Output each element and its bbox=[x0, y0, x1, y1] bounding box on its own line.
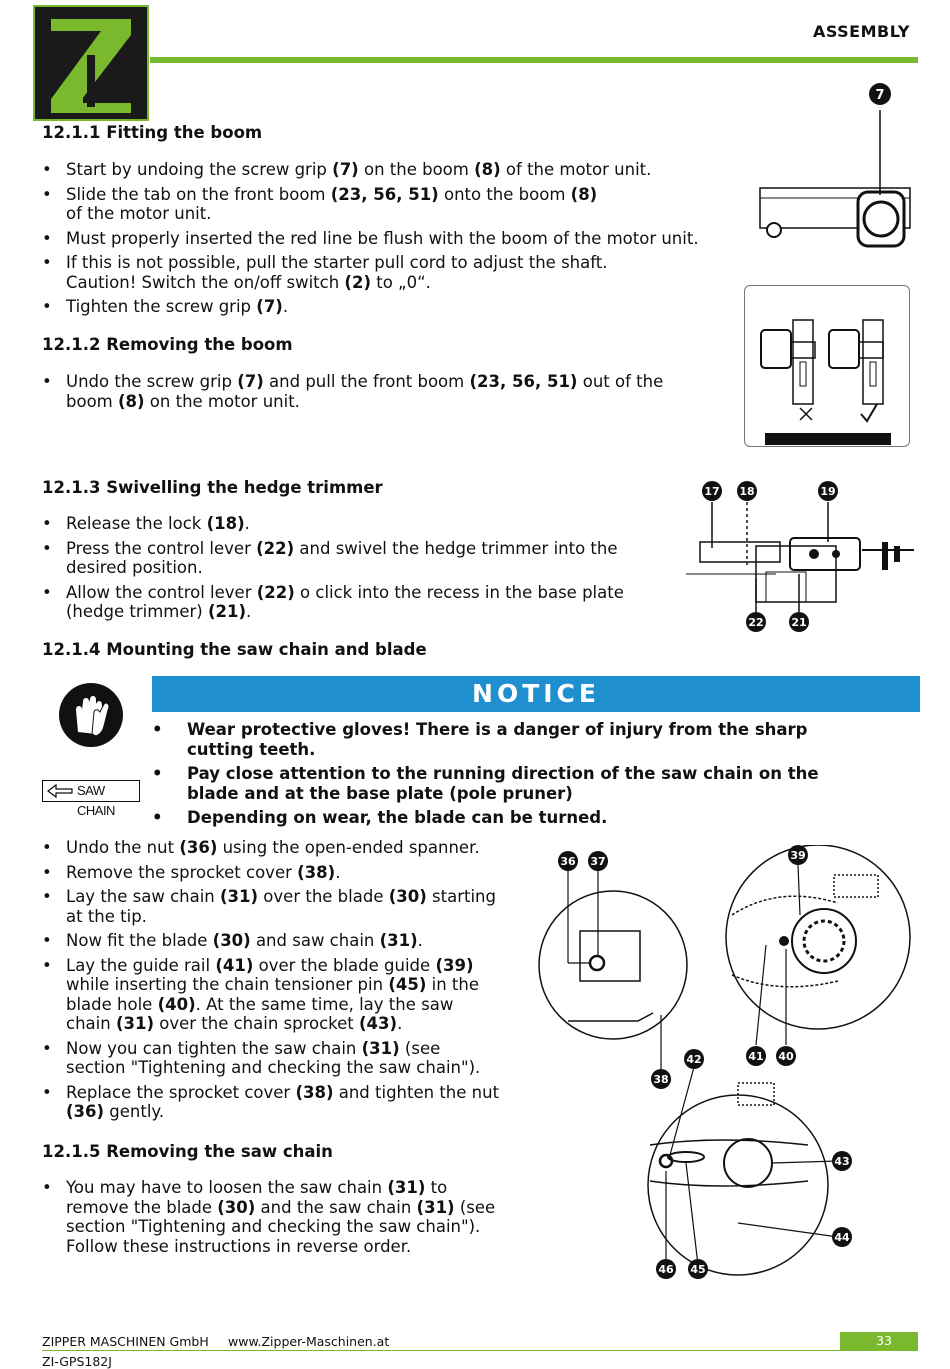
list-item: • Tighten the screw grip (7). bbox=[42, 297, 742, 317]
callout-label: 19 bbox=[820, 485, 836, 498]
list-item: • Start by undoing the screw grip (7) on the boom (8) of the motor unit. bbox=[42, 160, 742, 180]
part-reference: (8) bbox=[570, 184, 598, 204]
callout-label: 46 bbox=[658, 1263, 674, 1276]
part-reference: (21) bbox=[208, 602, 247, 621]
part-reference: (18) bbox=[206, 514, 245, 533]
list-item: • Slide the tab on the front boom (23, 56, 51) onto the boom (8) of the motor unit. bbox=[42, 185, 742, 224]
callout-label: 38 bbox=[653, 1073, 669, 1086]
footer-company: ZIPPER MASCHINEN GmbH bbox=[42, 1334, 209, 1349]
figure-screw-grip bbox=[750, 80, 920, 260]
removing-saw-chain-steps bbox=[42, 1178, 532, 1261]
list-item: • You may have to loosen the saw chain (31) to remove the blade (30) and the saw chain (31) (see section "Tightening and checking the saw chain"). Follow these instructions in reverse order. bbox=[42, 1178, 532, 1256]
list-item: • Replace the sprocket cover (38) and tighten the nut (36) gently. bbox=[42, 1083, 532, 1122]
part-reference: (43) bbox=[359, 1014, 398, 1033]
callout-label: 21 bbox=[791, 616, 807, 629]
callout-label: 7 bbox=[875, 88, 885, 103]
part-reference: (23, 56, 51) bbox=[469, 372, 578, 391]
section-title-swivelling-hedge-trimmer: 12.1.3 Swivelling the hedge trimmer bbox=[42, 478, 383, 497]
part-reference: (45) bbox=[388, 975, 427, 994]
list-item: • Release the lock (18). bbox=[42, 514, 682, 534]
part-reference: (31) bbox=[379, 931, 418, 950]
part-reference: (31) bbox=[416, 1197, 455, 1217]
list-item: • Pay close attention to the running direction of the saw chain on the blade and at the base plate (pole pruner) bbox=[152, 764, 912, 803]
callout-label: 39 bbox=[790, 849, 806, 862]
part-reference: (36) bbox=[179, 838, 218, 857]
list-item: • Undo the screw grip (7) and pull the front boom (23, 56, 51) out of the boom (8) on the motor unit. bbox=[42, 372, 742, 411]
callout-label: 22 bbox=[748, 616, 764, 629]
callout-label: 18 bbox=[739, 485, 755, 498]
part-reference: (8) bbox=[474, 160, 501, 179]
figure-hedge-trimmer-lock bbox=[686, 478, 920, 638]
fitting-boom-steps bbox=[42, 160, 742, 322]
list-item: • Lay the saw chain (31) over the blade (30) starting at the tip. bbox=[42, 887, 532, 926]
mounting-saw-chain-steps bbox=[42, 838, 532, 1127]
list-item: • If this is not possible, pull the starter pull cord to adjust the shaft. Caution! Switch the on/off switch (2) to „0“. bbox=[42, 253, 742, 292]
part-reference: (30) bbox=[388, 887, 427, 906]
notice-list bbox=[152, 720, 912, 833]
part-reference: (31) bbox=[387, 1178, 426, 1197]
part-reference: (38) bbox=[297, 862, 336, 882]
callout-label: 36 bbox=[560, 855, 576, 868]
removing-boom-steps bbox=[42, 372, 742, 416]
list-item: • Lay the guide rail (41) over the blade guide (39) while inserting the chain tensioner pin (45) in the blade hole (40). At the same time, lay the saw chain (31) over the chain sprocket (43). bbox=[42, 956, 532, 1034]
part-reference: (31) bbox=[361, 1038, 400, 1058]
part-reference: (23, 56, 51) bbox=[330, 184, 439, 204]
part-reference: (22) bbox=[256, 582, 295, 602]
list-item: • Depending on wear, the blade can be turned. bbox=[152, 808, 912, 828]
section-title-removing-boom: 12.1.2 Removing the boom bbox=[42, 335, 293, 354]
part-reference: (39) bbox=[435, 955, 474, 975]
page-section-title: ASSEMBLY bbox=[812, 22, 910, 41]
list-item: • Must properly inserted the red line be flush with the boom of the motor unit. bbox=[42, 229, 742, 249]
part-reference: (41) bbox=[215, 955, 254, 975]
arrow-left-icon bbox=[46, 782, 76, 800]
part-reference: (22) bbox=[256, 538, 295, 558]
header-divider bbox=[150, 57, 918, 63]
callout-label: 40 bbox=[778, 1050, 794, 1063]
swivelling-steps bbox=[42, 514, 682, 627]
callout-label: 42 bbox=[686, 1053, 702, 1066]
footer-divider bbox=[42, 1350, 918, 1351]
part-reference: (40) bbox=[157, 994, 196, 1014]
callout-label: 37 bbox=[590, 855, 606, 868]
list-item: • Now you can tighten the saw chain (31) (see section "Tightening and checking the saw chain"). bbox=[42, 1039, 532, 1078]
footer-model-number: ZI-GPS182J bbox=[42, 1354, 112, 1369]
part-reference: (7) bbox=[332, 160, 359, 179]
section-title-removing-saw-chain: 12.1.5 Removing the saw chain bbox=[42, 1142, 333, 1161]
part-reference: (2) bbox=[344, 272, 371, 292]
figure-saw-chain-assembly bbox=[538, 845, 938, 1285]
callout-label: 41 bbox=[748, 1050, 764, 1063]
part-reference: (30) bbox=[212, 931, 251, 950]
part-reference: (31) bbox=[220, 887, 259, 906]
saw-chain-direction-label: SAW CHAIN bbox=[42, 780, 140, 802]
part-reference: (31) bbox=[115, 1014, 154, 1033]
notice-banner: NOTICE bbox=[152, 676, 920, 712]
part-reference: (36) bbox=[66, 1102, 105, 1121]
list-item: • Undo the nut (36) using the open-ended spanner. bbox=[42, 838, 532, 858]
callout-label: 45 bbox=[690, 1263, 706, 1276]
callout-label: 43 bbox=[834, 1155, 850, 1168]
part-reference: (7) bbox=[256, 297, 283, 316]
footer-website-link[interactable]: www.Zipper-Maschinen.at bbox=[228, 1334, 390, 1349]
callout-label: 44 bbox=[834, 1231, 850, 1244]
part-reference: (8) bbox=[117, 391, 145, 411]
list-item: • Wear protective gloves! There is a danger of injury from the sharp cutting teeth. bbox=[152, 720, 912, 759]
section-title-mounting-saw-chain: 12.1.4 Mounting the saw chain and blade bbox=[42, 640, 427, 659]
part-reference: (7) bbox=[237, 372, 264, 391]
gloves-icon bbox=[58, 682, 124, 748]
page-number: 33 bbox=[840, 1332, 918, 1350]
section-title-fitting-boom: 12.1.1 Fitting the boom bbox=[42, 123, 263, 142]
part-reference: (30) bbox=[217, 1197, 256, 1217]
list-item: • Allow the control lever (22) o click into the recess in the base plate (hedge trimmer) (21). bbox=[42, 583, 682, 622]
list-item: • Press the control lever (22) and swivel the hedge trimmer into the desired position. bbox=[42, 539, 682, 578]
figure-red-line-check bbox=[744, 285, 910, 447]
list-item: • Now fit the blade (30) and saw chain (31). bbox=[42, 931, 532, 951]
list-item: • Remove the sprocket cover (38). bbox=[42, 863, 532, 883]
callout-label: 17 bbox=[704, 485, 720, 498]
part-reference: (38) bbox=[295, 1082, 334, 1102]
zipper-logo bbox=[33, 5, 149, 121]
